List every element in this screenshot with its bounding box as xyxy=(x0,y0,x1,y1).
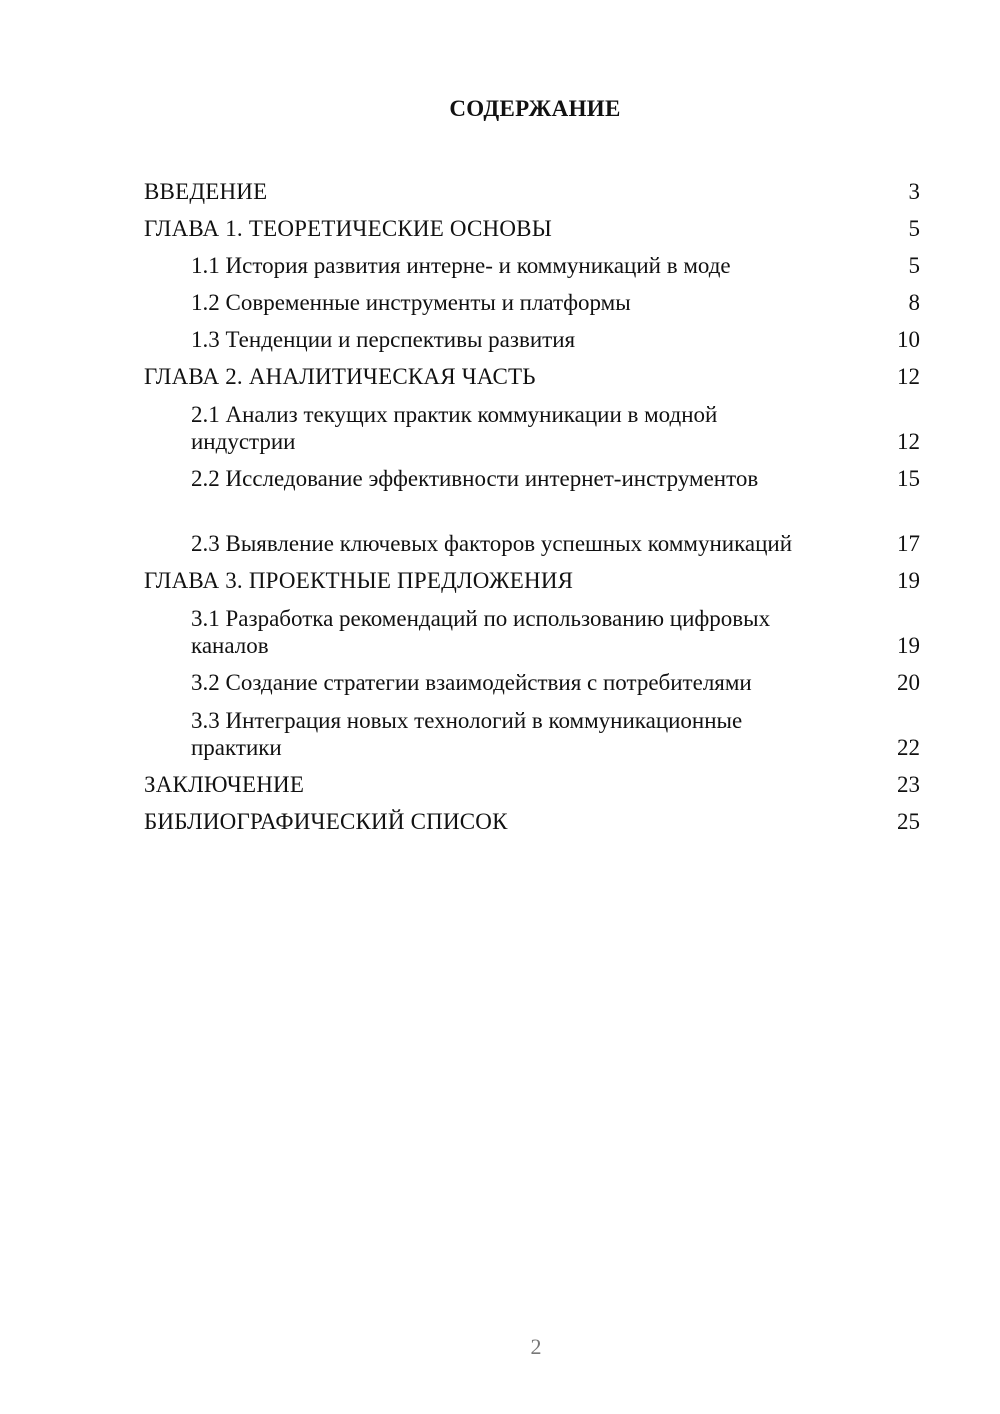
toc-entry-page: 12 xyxy=(897,429,920,454)
toc-entry-section-1-1 xyxy=(144,242,920,279)
toc-entry-label: 2.2 Исследование эффективности интернет-инструментов xyxy=(191,466,759,491)
toc-entry-page: 10 xyxy=(897,327,920,352)
toc-entry-page: 22 xyxy=(897,735,920,760)
toc-entry-page: 15 xyxy=(897,466,920,491)
toc-entry-section-3-2 xyxy=(144,659,920,696)
toc-entry-chapter-3 xyxy=(144,557,920,594)
toc-entry-page: 19 xyxy=(897,633,920,658)
toc-entry-label: 1.1 История развития интерне- и коммуникаций в моде xyxy=(191,253,731,278)
toc-entry-page: 5 xyxy=(908,216,920,241)
toc-entry-label: 3.3 Интеграция новых технологий в коммуникационные практики xyxy=(191,708,743,760)
toc-entry-chapter-2 xyxy=(144,353,920,390)
toc-entry-label: ЗАКЛЮЧЕНИЕ xyxy=(144,772,305,797)
page-number: 2 xyxy=(530,1334,542,1359)
toc-entry-label: 3.1 Разработка рекомендаций по использованию цифровых каналов xyxy=(191,606,771,658)
toc-title: СОДЕРЖАНИЕ xyxy=(449,96,621,121)
toc-entry-chapter-1 xyxy=(144,205,920,242)
toc-entry-page: 25 xyxy=(897,809,920,834)
toc-entry-section-3-1 xyxy=(144,594,920,659)
toc-entry-section-3-3 xyxy=(144,696,920,761)
toc-entry-section-1-3 xyxy=(144,316,920,353)
toc-entry-label: 1.3 Тенденции и перспективы развития xyxy=(191,327,576,352)
toc-entry-page: 23 xyxy=(897,772,920,797)
toc-entry-section-2-1 xyxy=(144,390,920,455)
table-of-contents xyxy=(144,168,920,835)
toc-entry-page: 19 xyxy=(897,568,920,593)
toc-entry-label: 1.2 Современные инструменты и платформы xyxy=(191,290,631,315)
toc-entry-page: 3 xyxy=(908,179,920,204)
toc-entry-label: ГЛАВА 1. ТЕОРЕТИЧЕСКИЕ ОСНОВЫ xyxy=(144,216,552,241)
toc-entry-page: 5 xyxy=(908,253,920,278)
toc-entry-introduction xyxy=(144,168,920,205)
toc-entry-section-1-2 xyxy=(144,279,920,316)
toc-entry-page: 20 xyxy=(897,670,920,695)
toc-entry-label: БИБЛИОГРАФИЧЕСКИЙ СПИСОК xyxy=(144,809,508,834)
toc-entry-section-2-3 xyxy=(144,492,920,557)
toc-entry-label: 2.1 Анализ текущих практик коммуникации в модной индустрии xyxy=(191,402,718,454)
toc-entry-label: 2.3 Выявление ключевых факторов успешных коммуникаций xyxy=(191,531,793,556)
toc-entry-label: ВВЕДЕНИЕ xyxy=(144,179,268,204)
toc-entry-page: 8 xyxy=(908,290,920,315)
toc-entry-page: 12 xyxy=(897,364,920,389)
toc-entry-bibliography xyxy=(144,798,920,835)
toc-entry-label: ГЛАВА 3. ПРОЕКТНЫЕ ПРЕДЛОЖЕНИЯ xyxy=(144,568,574,593)
toc-entry-label: ГЛАВА 2. АНАЛИТИЧЕСКАЯ ЧАСТЬ xyxy=(144,364,536,389)
toc-entry-label: 3.2 Создание стратегии взаимодействия с потребителями xyxy=(191,670,752,695)
toc-entry-conclusion xyxy=(144,761,920,798)
toc-entry-section-2-2 xyxy=(144,455,920,492)
toc-entry-page: 17 xyxy=(897,531,920,556)
